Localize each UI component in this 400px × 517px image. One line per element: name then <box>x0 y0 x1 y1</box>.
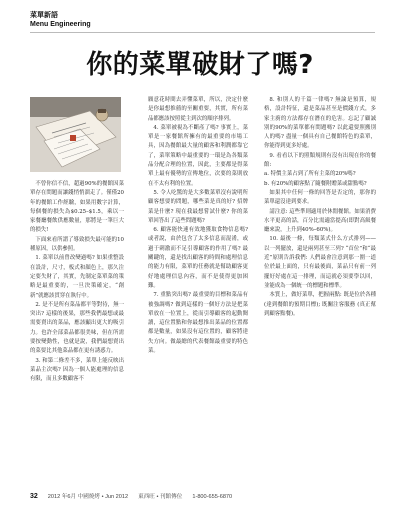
paragraph: 4. 菜單被視為不斷產了嗎? 事實上，菜單是一家餐館所擁有的最重要的市場工具，因為餐館最大量的顧客和利潤都靠它了，菜單策略中最重要的一環是為各類菜品分配合理的位置，因此，主要都是得菜單上最有優勢的宣傳地位，次要的菜則放在不太有利的位置。 <box>148 124 248 187</box>
paragraph: 本質上，做好菜單，把握兩點: 既是位於各種 (達到餐館的預期目標); 既關注客服務 (真正幫到顧客點餐)。 <box>264 292 376 317</box>
paragraph: 10. 最後一條，每類菜式什么方式排列——以一列擺放，還是兩列甚至三列? “首位”和“最近”原則告訴我們: 人們最會注意到那一圍一道位於最上面的，只有最後面，菜品只有前一列擺好好處在這一排理，而這就必須要學以回，並能成為一個統一的標題和標準。 <box>264 236 376 289</box>
section-title-en: Menu Engineering <box>30 21 91 28</box>
paragraph: 願意花時間去弄懂菜單，所以，決定什麼是你最想推薦的至關重要，其實，所有菜品都應該按照從主到次的順序排列。 <box>148 97 248 122</box>
column-3 <box>264 96 376 319</box>
paragraph: 8. 和別人的千篇一律嗎? 無論是預算，規格，設計特征，還是菜品甚至是價錢方式，多家主廚的方法都存在潛在的危害。忘記了顧誠別的90%的菜單都有問題嗎? 以此還要照搬別人的嗎? 盡量一個具有自己餐館特色的菜單，你能得到更多好處。 <box>264 97 376 150</box>
article-title: 你的菜單破財了嗎? <box>86 50 314 80</box>
paragraph: 下面來看所謂了導致損失最可能的10種原因，以供參照。 <box>30 236 124 253</box>
paragraph: 如果其中任何一條的回答是否定的，那你的菜單還沒達到要求。 <box>264 189 376 206</box>
column-2 <box>148 96 248 356</box>
footer-publisher: 東西旺 • 刊館傳位 <box>138 494 183 500</box>
paragraph: 3. 和第二條差不多，菜單上能反映出菜品主次嗎? 因為一個人能處理的信息有限，而且多數顧客不 <box>30 357 124 383</box>
paragraph: 9. 看看以下的照類規則有沒有出現在你的餐館: <box>264 152 376 169</box>
page-footer <box>30 492 375 500</box>
column-1 <box>30 180 124 385</box>
paragraph: 請注意: 這些準則適用於休閒餐館。如果消費水平更高的話，百分比需適當提高(即對高級餐廳來說，上升到40%–60%)。 <box>264 208 376 234</box>
menu-photo <box>30 97 121 172</box>
footer-phone: 1-800-655-6870 <box>192 494 233 500</box>
paragraph: 2. 是不是所有菜品都平等對待，無一突出? 這樣的後果，那些我們最想或最需要賣出的菜品，應該顯出更大的吸引力。也許全部菜品都很美味，但在所需要按變動性，也就是說，我們最想賣出的菜要比其他菜品都在更有誘惑力。 <box>30 301 124 355</box>
paragraph: 5. 令人吃驚的是大多數菜單沒有說明所顧客想要的問題，哪些菜是真的好? 招牌菜是什麼? 現在我最想嘗試什麼? 你的菜單回答出了這些問題嗎? <box>148 189 248 224</box>
paragraph: 不曾你信不信，超過90%的餐館因菜單存在問題而讓錢悄悄溜走了。僅僅20年的餐館工作經驗，如果用數字計算，每個餐的損失為$0.25–$1.5，乘以一家餐廳餐飲供應數量，那將是一筆巨大的損失! <box>30 181 124 234</box>
paragraph: 6. 顧客能快速有效地獲取食物信息嗎? 或者說，由於包含了太多信息而混淆，或過于刺激而不足引導顧客的作用了嗎? 最關鍵的，還是找出顧客的時間和處理信息的能力有限，菜單的任務就是幫助顧客更好地處理信息內容，而不是使得更加困難。 <box>148 227 248 289</box>
section-tag <box>30 11 140 29</box>
page-number: 32 <box>30 493 38 500</box>
paragraph: 7. 重點突出嗎? 最重要的目標和菜品有被強調嗎? 做到這樣的一個好方法是把菜單放在一位置上，從而引導顧客的起動閱讀，這位置點和你最想推出菜品的位置都都是數量，如果沒有這位置的，顧客將達失方向。做最總的代表餐館最重要的特色菜。 <box>148 292 248 355</box>
paragraph: a. 特價主菜占到了所有主菜的20%嗎? <box>264 171 356 178</box>
header-rule <box>30 32 375 33</box>
footer-issue: 2012 年6月 中國燒烤 • Jun 2012 <box>47 494 129 500</box>
paragraph: 1. 菜單以前曾改變過嗎? 如果重整設在設計，尺寸，板式和顏色上，那久注定要失財了，其實，先制定菜單菜的策略是最重要的，一旦決策確定，“創新”就應該貫穿在執行中。 <box>30 255 124 299</box>
section-title-zh: 菜單新語 <box>30 11 58 19</box>
paragraph: b. 有20%的顧客點了隨餐附贈菜或甜點嗎? <box>264 180 367 187</box>
